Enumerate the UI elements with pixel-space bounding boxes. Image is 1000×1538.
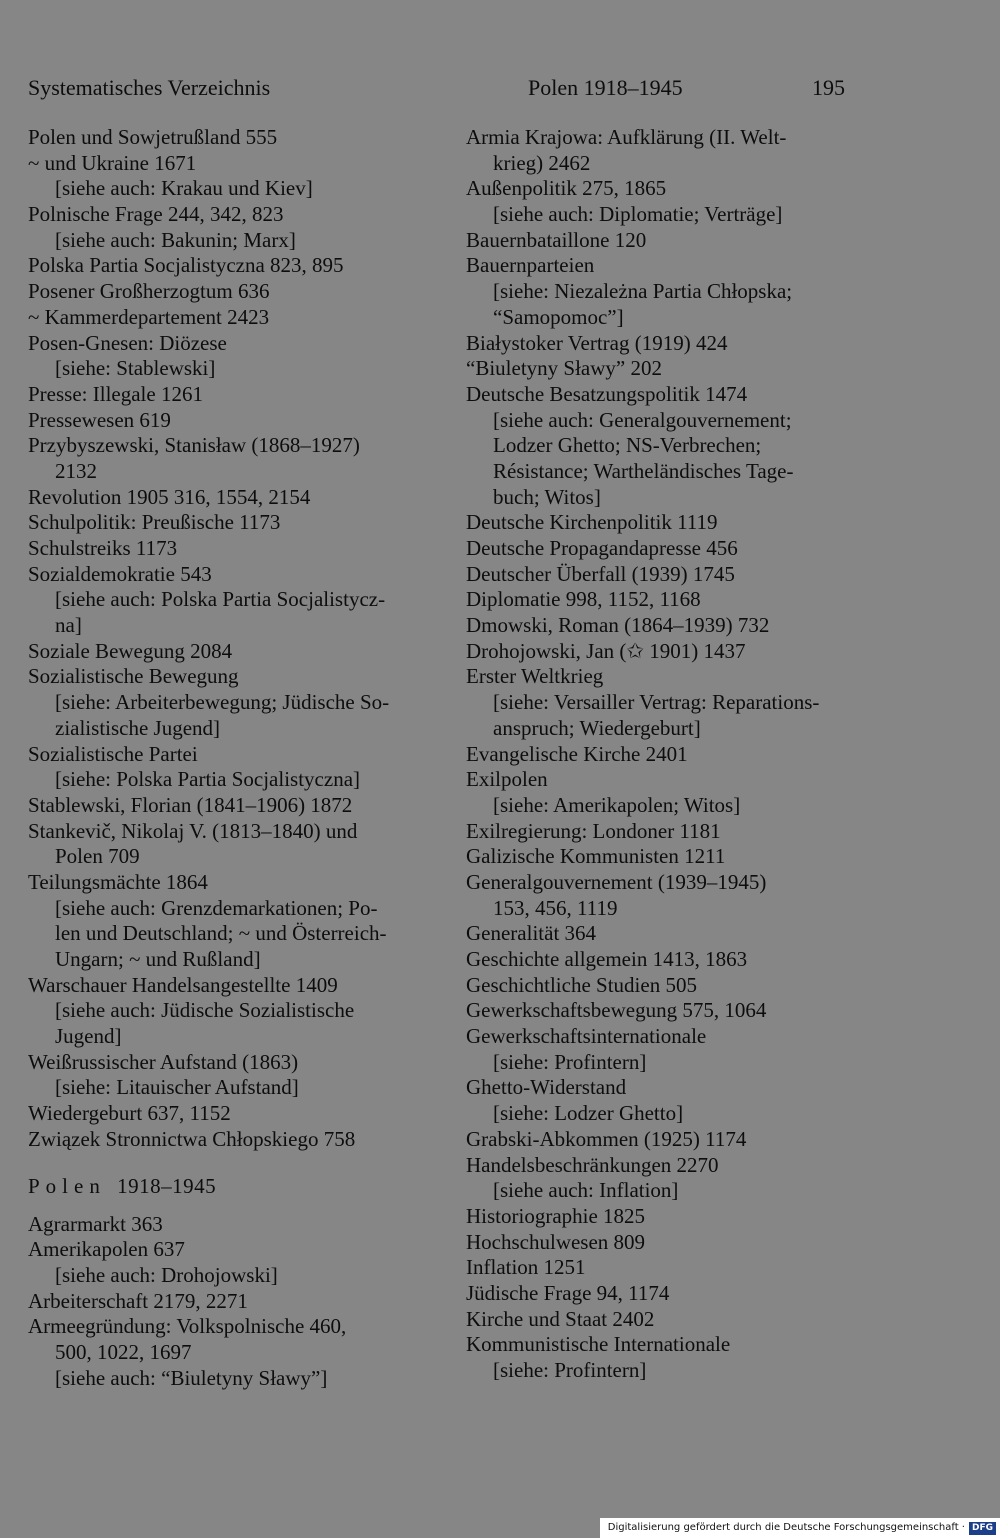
index-subline: [siehe: Profintern] [493,1049,647,1074]
index-subline: [siehe auch: Inflation] [493,1178,679,1203]
index-entry: Posener Großherzogtum 636 [28,279,270,304]
index-entry: Teilungsmächte 1864 [28,869,208,894]
index-entry: Jüdische Frage 94, 1174 [466,1280,670,1305]
index-subline: Lodzer Ghetto; NS-Verbrechen; [493,433,762,458]
index-entries-section [28,1212,448,1392]
index-entry: Hochschulwesen 809 [466,1229,646,1254]
index-entry: Stablewski, Florian (1841–1906) 1872 [28,792,353,817]
running-header-left: Systematisches Verzeichnis [28,75,271,100]
index-subline: 500, 1022, 1697 [55,1339,192,1364]
index-entry: Ghetto-Widerstand [466,1075,627,1100]
index-subline: buch; Witos] [493,484,601,509]
running-header-section: Polen 1918–1945 [528,75,683,100]
dfg-logo: DFG [969,1522,996,1535]
index-entry: Evangelische Kirche 2401 [466,741,688,766]
index-subline: [siehe auch: Grenzdemarkationen; Po- [55,895,378,920]
index-entry: Schulstreiks 1173 [28,536,178,560]
index-entry: Armeegründung: Volkspolnische 460, [28,1314,347,1339]
index-entry: Kommunistische Internationale [466,1332,731,1357]
index-subline: Jugend] [55,1024,122,1049]
index-entry: Arbeiterschaft 2179, 2271 [28,1288,248,1313]
index-entry: Sozialdemokratie 543 [28,561,212,586]
index-entry: Wiedergeburt 637, 1152 [28,1101,231,1126]
index-column-right [466,125,886,1384]
index-subline: [siehe: Arbeiterbewegung; Jüdische So- [55,690,390,715]
index-subline: [siehe auch: Generalgouvernement; [493,407,792,432]
index-entry: “Biuletyny Sławy” 202 [466,356,662,381]
index-entry: Historiographie 1825 [466,1203,646,1228]
index-subline: len und Deutschland; ~ und Österreich- [55,921,387,946]
index-entry: Weißrussischer Aufstand (1863) [28,1049,299,1074]
index-entry: Außenpolitik 275, 1865 [466,176,667,201]
index-entry: Stankevič, Nikolaj V. (1813–1840) und [28,818,358,843]
index-entry: Bauernparteien [466,253,595,278]
digitization-credit [600,1518,1000,1538]
index-entry: Kirche und Staat 2402 [466,1306,655,1331]
index-entry: Drohojowski, Jan (✩ 1901) 1437 [466,638,746,663]
index-entry: Grabski-Abkommen (1925) 1174 [466,1126,747,1151]
index-entry: Dmowski, Roman (1864–1939) 732 [466,613,770,638]
index-entry: Przybyszewski, Stanisław (1868–1927) [28,433,360,458]
index-entry: Deutscher Überfall (1939) 1745 [466,561,735,586]
index-subline: [siehe auch: “Biuletyny Sławy”] [55,1365,328,1390]
index-entry: Polen und Sowjetrußland 555 [28,125,278,149]
index-entry: Presse: Illegale 1261 [28,381,203,406]
section-gap [28,1199,448,1212]
index-entry: Exilpolen [466,767,548,792]
index-entry: Schulpolitik: Preußische 1173 [28,510,281,535]
index-entry: Gewerkschaftsbewegung 575, 1064 [466,998,767,1023]
index-entry: Handelsbeschränkungen 2270 [466,1152,719,1177]
index-subline: [siehe auch: Polska Partia Socjalistycz- [55,587,386,612]
index-entry: Bauernbataillone 120 [466,227,647,252]
index-subline: [siehe auch: Diplomatie; Verträge] [493,202,783,227]
index-entry: Diplomatie 998, 1152, 1168 [466,587,701,612]
index-subline: [siehe: Niezależna Partia Chłopska; [493,279,793,304]
index-entry: Amerikapolen 637 [28,1237,185,1262]
index-entry: Deutsche Besatzungspolitik 1474 [466,381,748,406]
index-entry: Exilregierung: Londoner 1181 [466,818,721,843]
index-entry: Generalgouvernement (1939–1945) [466,869,767,894]
page-number: 195 [812,75,845,100]
section-heading-years: 1918–1945 [117,1173,217,1198]
index-subline: [siehe auch: Bakunin; Marx] [55,227,296,252]
section-heading-spaced: Polen [28,1173,106,1198]
index-entry: Agrarmarkt 363 [28,1211,163,1236]
index-subline: “Samopomoc”] [493,304,624,329]
section-heading [28,1173,448,1199]
index-subline: na] [55,613,82,638]
section-gap [28,1153,448,1173]
index-entry: Soziale Bewegung 2084 [28,638,233,663]
index-entry: Posen-Gnesen: Diözese [28,330,227,355]
index-entry: Sozialistische Partei [28,741,198,766]
index-column-left [28,125,448,1391]
index-entry: Pressewesen 619 [28,407,171,432]
credit-text: Digitalisierung gefördert durch die Deutsche Forschungsgemeinschaft · [607,1522,965,1533]
index-entry: Geschichtliche Studien 505 [466,972,697,997]
index-subline: krieg) 2462 [493,150,591,175]
index-entry: Polnische Frage 244, 342, 823 [28,202,284,227]
index-entry: Galizische Kommunisten 1211 [466,844,726,869]
index-subline: [siehe auch: Jüdische Sozialistische [55,998,355,1023]
index-subline: [siehe: Amerikapolen; Witos] [493,792,741,817]
index-entry: Gewerkschaftsinternationale [466,1024,707,1049]
index-entry: Erster Weltkrieg [466,664,604,689]
index-entry: Polska Partia Socjalistyczna 823, 895 [28,253,344,278]
index-subline: [siehe: Stablewski] [55,356,216,381]
index-entry: Sozialistische Bewegung [28,664,239,689]
index-entry: Geschichte allgemein 1413, 1863 [466,947,748,971]
index-subline: Polen 709 [55,844,140,869]
index-entry: ~ Kammerdepartement 2423 [28,304,270,329]
index-subline: [siehe: Litauischer Aufstand] [55,1075,299,1100]
index-entry: Inflation 1251 [466,1255,586,1280]
index-subline: Résistance; Wartheländisches Tage- [493,458,794,483]
index-subline: anspruch; Wiedergeburt] [493,715,701,740]
index-subline: Ungarn; ~ und Rußland] [55,947,261,971]
index-subline: [siehe auch: Krakau und Kiev] [55,176,313,201]
index-subline: 153, 456, 1119 [493,895,618,920]
index-entry: Generalität 364 [466,921,597,946]
index-subline: zialistische Jugend] [55,715,221,740]
index-entry: Deutsche Propagandapresse 456 [466,536,738,560]
index-subline: [siehe: Profintern] [493,1358,647,1382]
index-entry: Białystoker Vertrag (1919) 424 [466,330,728,355]
index-entry: Armia Krajowa: Aufklärung (II. Welt- [466,125,787,149]
index-subline: [siehe: Lodzer Ghetto] [493,1101,684,1126]
index-entries-left [28,125,448,1153]
index-entry: Deutsche Kirchenpolitik 1119 [466,510,718,535]
index-entry: Związek Stronnictwa Chłopskiego 758 [28,1126,356,1151]
index-entry: ~ und Ukraine 1671 [28,150,197,175]
index-subline: [siehe auch: Drohojowski] [55,1262,278,1287]
index-subline: 2132 [55,458,97,483]
index-subline: [siehe: Versailler Vertrag: Reparations- [493,690,820,715]
index-entries-right [466,125,886,1384]
index-entry: Warschauer Handelsangestellte 1409 [28,972,338,997]
index-subline: [siehe: Polska Partia Socjalistyczna] [55,767,361,792]
index-entry: Revolution 1905 316, 1554, 2154 [28,484,311,509]
